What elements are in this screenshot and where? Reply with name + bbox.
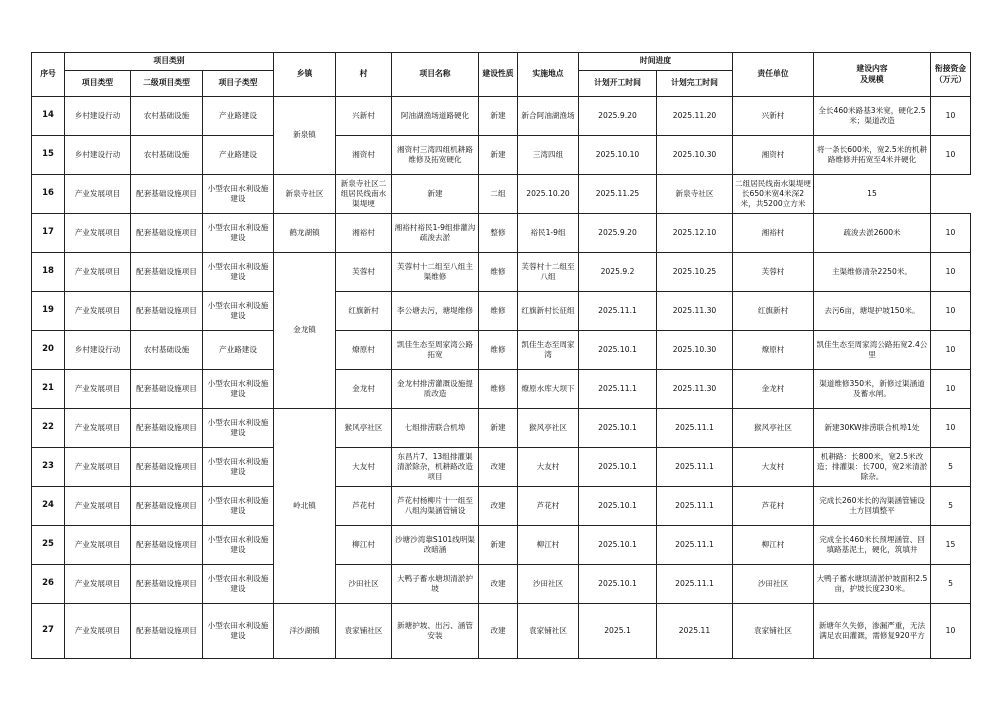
planned-end: 2025.11.1 [657, 565, 733, 604]
table-row [32, 331, 971, 370]
table-body [32, 97, 971, 659]
implementation-location: 猴风亭社区 [518, 409, 579, 448]
responsible-unit: 兴新村 [733, 97, 814, 136]
responsible-unit: 红旗新村 [733, 292, 814, 331]
village-cell: 柳江村 [336, 526, 392, 565]
table-row [32, 409, 971, 448]
connection-fund: 5 [931, 487, 971, 526]
construction-nature: 维修 [479, 253, 518, 292]
project-type: 产业发展项目 [65, 292, 131, 331]
planned-start: 2025.9.20 [579, 97, 657, 136]
project-type: 产业发展项目 [65, 214, 131, 253]
planned-end: 2025.11.1 [657, 409, 733, 448]
project-name: 东昌片7、13组排灌渠清淤除杂，机耕路改造项目 [392, 448, 479, 487]
connection-fund: 15 [814, 175, 931, 214]
table-row [32, 253, 971, 292]
table-row [32, 292, 971, 331]
town-cell: 新泉镇 [274, 97, 336, 175]
project-subtype: 小型农田水利设施建设 [203, 253, 274, 292]
planned-end: 2025.10.25 [657, 253, 733, 292]
planned-start: 2025.11.1 [579, 292, 657, 331]
connection-fund: 10 [931, 253, 971, 292]
construction-nature: 新建 [479, 409, 518, 448]
project-type: 乡村建设行动 [65, 331, 131, 370]
planned-end: 2025.10.30 [657, 331, 733, 370]
row-index: 26 [32, 565, 65, 604]
project-type: 产业发展项目 [65, 175, 131, 214]
row-index: 16 [32, 175, 65, 214]
construction-content: 将一条长600米，宽2.5米的机耕路维修并拓宽至4米并硬化 [814, 136, 931, 175]
village-cell: 芙蓉村 [336, 253, 392, 292]
construction-content: 大鸭子蓄水塘坝清淤护坡面积2.5亩，护坡长度230米。 [814, 565, 931, 604]
responsible-unit: 金龙村 [733, 370, 814, 409]
row-index: 17 [32, 214, 65, 253]
planned-end: 2025.11.1 [657, 487, 733, 526]
header-end: 计划完工时间 [657, 71, 733, 97]
project-table [31, 52, 971, 659]
secondary-project-type: 配套基础设施项目 [131, 214, 203, 253]
secondary-project-type: 配套基础设施项目 [131, 604, 203, 659]
planned-start: 2025.10.20 [518, 175, 579, 214]
implementation-location: 沙田社区 [518, 565, 579, 604]
secondary-project-type: 配套基础设施项目 [131, 292, 203, 331]
construction-nature: 改建 [479, 565, 518, 604]
project-type: 产业发展项目 [65, 604, 131, 659]
project-type: 乡村建设行动 [65, 97, 131, 136]
connection-fund: 5 [931, 565, 971, 604]
responsible-unit: 湘资村 [733, 136, 814, 175]
row-index: 19 [32, 292, 65, 331]
town-cell: 岭北镇 [274, 409, 336, 604]
project-name: 芙蓉村十二组至八组主渠维修 [392, 253, 479, 292]
row-index: 27 [32, 604, 65, 659]
project-subtype: 小型农田水利设施建设 [203, 409, 274, 448]
project-name: 芦花村杨柳片十一组至八组沟渠涵管铺设 [392, 487, 479, 526]
planned-start: 2025.9.20 [579, 214, 657, 253]
responsible-unit: 柳江村 [733, 526, 814, 565]
project-subtype: 小型农田水利设施建设 [203, 565, 274, 604]
village-cell: 兴新村 [336, 97, 392, 136]
secondary-project-type: 配套基础设施项目 [131, 565, 203, 604]
town-cell: 鹤龙湖镇 [274, 214, 336, 253]
construction-content: 全长460米路基3米宽，硬化2.5米；渠道改造 [814, 97, 931, 136]
planned-start: 2025.10.10 [579, 136, 657, 175]
construction-content: 完成全长460米长预埋涵管、回填路基泥土，硬化，筑填井 [814, 526, 931, 565]
project-type: 产业发展项目 [65, 370, 131, 409]
project-subtype: 小型农田水利设施建设 [203, 448, 274, 487]
header-nature: 建设性质 [479, 53, 518, 97]
implementation-location: 裕民1-9组 [518, 214, 579, 253]
planned-end: 2025.11.1 [657, 526, 733, 565]
implementation-location: 三湾四组 [518, 136, 579, 175]
secondary-project-type: 农村基础设施 [131, 331, 203, 370]
village-cell: 袁家铺社区 [336, 604, 392, 659]
connection-fund: 15 [931, 526, 971, 565]
village-cell: 湘裕村 [336, 214, 392, 253]
planned-end: 2025.11 [657, 604, 733, 659]
header-fund: 衔接资金 （万元） [931, 53, 971, 97]
header-name: 项目名称 [392, 53, 479, 97]
header-start: 计划开工时间 [579, 71, 657, 97]
implementation-location: 芙蓉村十二组至八组 [518, 253, 579, 292]
implementation-location: 二组 [479, 175, 518, 214]
header-town: 乡镇 [274, 53, 336, 97]
secondary-project-type: 农村基础设施 [131, 136, 203, 175]
connection-fund: 5 [931, 448, 971, 487]
table-row [32, 97, 971, 136]
planned-end: 2025.11.30 [657, 292, 733, 331]
responsible-unit: 芦花村 [733, 487, 814, 526]
construction-content: 主渠维修清杂2250米。 [814, 253, 931, 292]
implementation-location: 大友村 [518, 448, 579, 487]
project-subtype: 小型农田水利设施建设 [203, 175, 274, 214]
project-name: 阿油湖渔场道路硬化 [392, 97, 479, 136]
project-subtype: 产业路建设 [203, 136, 274, 175]
responsible-unit: 大友村 [733, 448, 814, 487]
header-type3: 项目子类型 [203, 71, 274, 97]
town-cell: 金龙镇 [274, 253, 336, 409]
project-subtype: 产业路建设 [203, 97, 274, 136]
construction-nature: 维修 [479, 370, 518, 409]
village-cell: 金龙村 [336, 370, 392, 409]
project-subtype: 小型农田水利设施建设 [203, 604, 274, 659]
header-category: 项目类别 [65, 53, 274, 71]
row-index: 18 [32, 253, 65, 292]
connection-fund: 10 [931, 331, 971, 370]
project-name: 七组排涝联合机埠 [392, 409, 479, 448]
construction-nature: 新建 [479, 97, 518, 136]
table-row [32, 214, 971, 253]
project-type: 产业发展项目 [65, 526, 131, 565]
header-type2: 二级项目类型 [131, 71, 203, 97]
construction-nature: 新建 [392, 175, 479, 214]
row-index: 14 [32, 97, 65, 136]
secondary-project-type: 农村基础设施 [131, 97, 203, 136]
project-name: 大鸭子蓄水塘坝清淤护坡 [392, 565, 479, 604]
responsible-unit: 袁家铺社区 [733, 604, 814, 659]
project-name: 李公塘去污，塘堤维修 [392, 292, 479, 331]
construction-content: 新建30KW排涝联合机埠1处 [814, 409, 931, 448]
implementation-location: 新合阿油湖渔场 [518, 97, 579, 136]
project-type: 产业发展项目 [65, 565, 131, 604]
row-index: 22 [32, 409, 65, 448]
header-schedule: 时间进度 [579, 53, 733, 71]
project-type: 产业发展项目 [65, 487, 131, 526]
row-index: 24 [32, 487, 65, 526]
implementation-location: 芦花村 [518, 487, 579, 526]
row-index: 20 [32, 331, 65, 370]
planned-start: 2025.11.1 [579, 370, 657, 409]
secondary-project-type: 配套基础设施项目 [131, 448, 203, 487]
construction-content: 机耕路：长800米，宽2.5米改造；排灌渠：长700，宽2米清淤除杂。 [814, 448, 931, 487]
secondary-project-type: 配套基础设施项目 [131, 370, 203, 409]
header-type1: 项目类型 [65, 71, 131, 97]
planned-start: 2025.10.1 [579, 331, 657, 370]
project-type: 产业发展项目 [65, 409, 131, 448]
construction-nature: 维修 [479, 331, 518, 370]
town-cell: 洋沙湖镇 [274, 604, 336, 659]
construction-content: 新塘年久失修，渗漏严重，无法满足农田灌溉，需修复920平方 [814, 604, 931, 659]
connection-fund: 10 [931, 292, 971, 331]
project-subtype: 产业路建设 [203, 331, 274, 370]
responsible-unit: 湘裕村 [733, 214, 814, 253]
village-cell: 芦花村 [336, 487, 392, 526]
responsible-unit: 燎原村 [733, 331, 814, 370]
secondary-project-type: 配套基础设施项目 [131, 487, 203, 526]
responsible-unit: 沙田社区 [733, 565, 814, 604]
construction-nature: 改建 [479, 487, 518, 526]
project-type: 乡村建设行动 [65, 136, 131, 175]
implementation-location: 袁家铺社区 [518, 604, 579, 659]
construction-content: 渠道维修350米，新修过渠涵道及蓄水闸。 [814, 370, 931, 409]
responsible-unit: 猴风亭社区 [733, 409, 814, 448]
planned-end: 2025.12.10 [657, 214, 733, 253]
header-location: 实施地点 [518, 53, 579, 97]
planned-start: 2025.10.1 [579, 526, 657, 565]
connection-fund: 10 [931, 97, 971, 136]
project-type: 产业发展项目 [65, 448, 131, 487]
construction-nature: 整修 [479, 214, 518, 253]
table-row [32, 526, 971, 565]
row-index: 25 [32, 526, 65, 565]
header-content: 建设内容 及规模 [814, 53, 931, 97]
planned-start: 2025.9.2 [579, 253, 657, 292]
connection-fund: 10 [931, 409, 971, 448]
project-name: 金龙村排涝灌溉设施提质改造 [392, 370, 479, 409]
secondary-project-type: 配套基础设施项目 [131, 253, 203, 292]
construction-content: 二组居民线南水渠堤埂长650米宽4米深2米，共5200立方米 [733, 175, 814, 214]
row-index: 21 [32, 370, 65, 409]
village-cell: 新泉寺社区 [274, 175, 336, 214]
construction-nature: 改建 [479, 448, 518, 487]
project-name: 湘资村三湾四组机耕路维修及拓宽硬化 [392, 136, 479, 175]
responsible-unit: 芙蓉村 [733, 253, 814, 292]
planned-end: 2025.11.30 [657, 370, 733, 409]
table-row [32, 136, 971, 175]
project-name: 沙塘沙湾靠S101线明渠改暗涵 [392, 526, 479, 565]
implementation-location: 红旗新村长征组 [518, 292, 579, 331]
construction-content: 去污6亩，塘堤护坡150米。 [814, 292, 931, 331]
implementation-location: 柳江村 [518, 526, 579, 565]
table-row [32, 370, 971, 409]
planned-end: 2025.11.1 [657, 448, 733, 487]
header-village: 村 [336, 53, 392, 97]
responsible-unit: 新泉寺社区 [657, 175, 733, 214]
header-seq: 序号 [32, 53, 65, 97]
planned-start: 2025.10.1 [579, 409, 657, 448]
project-name: 凯佳生态至周家湾公路拓宽 [392, 331, 479, 370]
village-cell: 红旗新村 [336, 292, 392, 331]
connection-fund: 10 [931, 370, 971, 409]
construction-nature: 新建 [479, 526, 518, 565]
project-subtype: 小型农田水利设施建设 [203, 526, 274, 565]
planned-end: 2025.11.20 [657, 97, 733, 136]
secondary-project-type: 配套基础设施项目 [131, 175, 203, 214]
construction-nature: 改建 [479, 604, 518, 659]
planned-start: 2025.10.1 [579, 448, 657, 487]
project-subtype: 小型农田水利设施建设 [203, 487, 274, 526]
header-unit: 责任单位 [733, 53, 814, 97]
planned-start: 2025.1 [579, 604, 657, 659]
secondary-project-type: 配套基础设施项目 [131, 526, 203, 565]
implementation-location: 凯佳生态至周家湾 [518, 331, 579, 370]
secondary-project-type: 配套基础设施项目 [131, 409, 203, 448]
row-index: 23 [32, 448, 65, 487]
planned-end: 2025.11.25 [579, 175, 657, 214]
implementation-location: 燎原水库大坝下 [518, 370, 579, 409]
village-cell: 猴风亭社区 [336, 409, 392, 448]
planned-end: 2025.10.30 [657, 136, 733, 175]
planned-start: 2025.10.1 [579, 565, 657, 604]
project-name: 新塘护坡、出污、涵管安装 [392, 604, 479, 659]
row-index: 15 [32, 136, 65, 175]
project-subtype: 小型农田水利设施建设 [203, 292, 274, 331]
construction-nature: 新建 [479, 136, 518, 175]
header-row-1 [32, 53, 971, 71]
construction-content: 凯佳生态至周家湾公路拓宽2.4公里 [814, 331, 931, 370]
table-row [32, 565, 971, 604]
planned-start: 2025.10.1 [579, 487, 657, 526]
project-subtype: 小型农田水利设施建设 [203, 370, 274, 409]
table-row [32, 448, 971, 487]
village-cell: 湘资村 [336, 136, 392, 175]
project-name: 湘裕村裕民1-9组排灌沟疏浚去淤 [392, 214, 479, 253]
village-cell: 沙田社区 [336, 565, 392, 604]
table-row [32, 487, 971, 526]
project-subtype: 小型农田水利设施建设 [203, 214, 274, 253]
table-row [32, 175, 971, 214]
construction-content: 疏浚去淤2600米 [814, 214, 931, 253]
connection-fund: 10 [931, 136, 971, 175]
table-row [32, 604, 971, 659]
project-name: 新泉寺社区二组居民线南水渠堤埂 [336, 175, 392, 214]
construction-content: 完成长260米长的沟渠涵管铺设土方回填整平 [814, 487, 931, 526]
project-type: 产业发展项目 [65, 253, 131, 292]
construction-nature: 维修 [479, 292, 518, 331]
connection-fund: 10 [931, 604, 971, 659]
connection-fund: 10 [931, 214, 971, 253]
village-cell: 燎原村 [336, 331, 392, 370]
village-cell: 大友村 [336, 448, 392, 487]
